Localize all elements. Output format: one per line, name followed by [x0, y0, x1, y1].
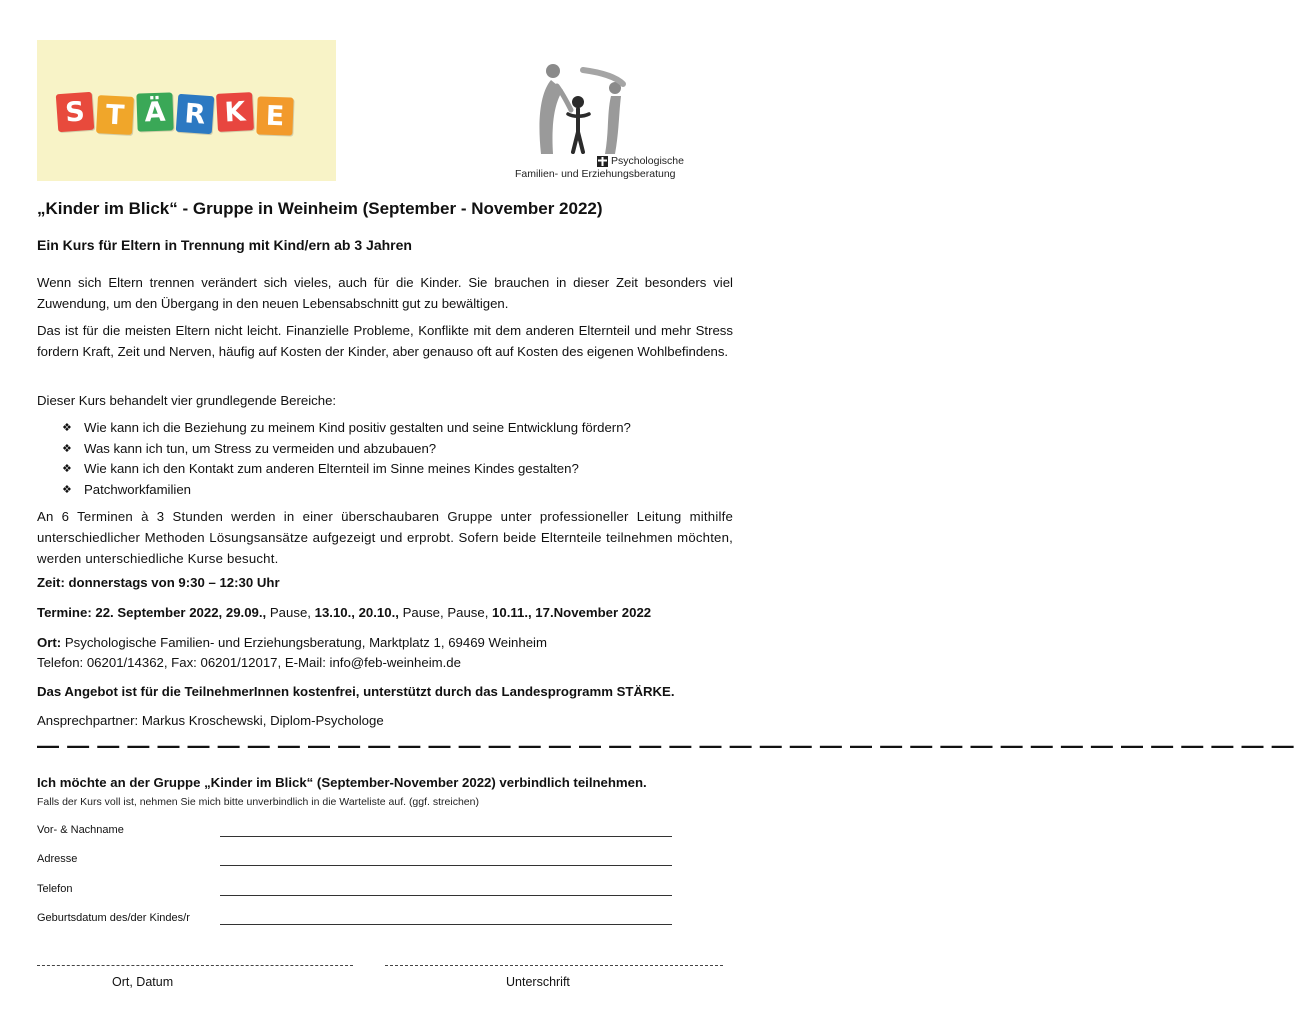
name-field-line[interactable] [220, 836, 672, 837]
location-address: Psychologische Familien- und Erziehungsberatung, Marktplatz 1, 69469 Weinheim [61, 635, 547, 650]
topics-list [62, 418, 631, 500]
intro-paragraph-1: Wenn sich Eltern trennen verändert sich vieles, auch für die Kinder. Sie brauchen in dieser Zeit besonders viel Zuwendung, um den Übergang in den neuen Lebensabschnitt gut zu bewältigen. [37, 275, 733, 311]
location-label: Ort: [37, 635, 62, 650]
feb-logo-line2: Familien- und Erziehungsberatung [515, 168, 676, 180]
diamond-bullet-icon: ❖ [62, 483, 72, 496]
place-date-label: Ort, Datum [112, 975, 174, 989]
registration-title: Ich möchte an der Gruppe „Kinder im Blick“ (September-November 2022) verbindlich teilnehmen. [37, 775, 647, 790]
page-title: „Kinder im Blick“ - Gruppe in Weinheim (September - November 2022) [37, 199, 603, 218]
funding-note: Das Angebot ist für die TeilnehmerInnen kostenfrei, unterstützt durch das Landesprogramm STÄRKE. [37, 684, 675, 699]
list-item [62, 418, 631, 439]
staerke-tile: E [256, 96, 293, 135]
contact-person: Ansprechpartner: Markus Kroschewski, Diplom-Psychologe [37, 713, 384, 728]
registration-note: Falls der Kurs voll ist, nehmen Sie mich bitte unverbindlich in die Warteliste auf. (ggf. streichen) [37, 796, 479, 808]
list-item-text: Wie kann ich den Kontakt zum anderen Elternteil im Sinne meines Kindes gestalten? [84, 461, 579, 476]
field-label: Geburtsdatum des/der Kindes/r [37, 912, 190, 924]
feb-logo-text [505, 155, 705, 181]
form-row-phone [37, 883, 677, 903]
page-subtitle: Ein Kurs für Eltern in Trennung mit Kind/ern ab 3 Jahren [37, 237, 412, 253]
list-item-text: Patchworkfamilien [84, 481, 192, 497]
field-label: Vor- & Nachname [37, 824, 124, 836]
feb-logo-line1: Psychologische [611, 155, 684, 167]
staerke-tile: T [96, 95, 134, 135]
phone-field-line[interactable] [220, 895, 672, 896]
staerke-tile: R [176, 94, 215, 134]
form-row-address [37, 853, 677, 873]
signature-label: Unterschrift [506, 975, 570, 989]
list-item [62, 439, 631, 460]
cross-icon [597, 156, 608, 167]
course-dates [37, 605, 733, 620]
staerke-logo [37, 40, 336, 181]
family-figures-icon [523, 62, 643, 157]
course-time: Zeit: donnerstags von 9:30 – 12:30 Uhr [37, 575, 280, 590]
diamond-bullet-icon: ❖ [62, 422, 72, 434]
address-field-line[interactable] [220, 865, 672, 866]
contact-details: Telefon: 06201/14362, Fax: 06201/12017, E-Mail: info@feb-weinheim.de [37, 655, 461, 670]
staerke-tile: S [56, 92, 95, 132]
staerke-tile: K [216, 92, 254, 132]
topics-intro: Dieser Kurs behandelt vier grundlegende Bereiche: [37, 393, 337, 408]
place-date-line[interactable] [37, 965, 353, 966]
intro-paragraph-2: Das ist für die meisten Eltern nicht leicht. Finanzielle Probleme, Konflikte mit dem anderen Elternteil und mehr Stress fordern Kraft, Zeit und Nerven, häufig auf Kosten der Kinder, aber genauso oft auf Kosten des eigenen Wohlbefindens. [37, 323, 733, 359]
field-label: Adresse [37, 853, 78, 865]
diamond-bullet-icon: ❖ [62, 463, 72, 475]
feb-logo [505, 62, 705, 187]
diamond-bullet-icon: ❖ [62, 442, 72, 455]
signature-line[interactable] [385, 965, 723, 966]
dates-group-2: 13.10., 20.10., [314, 605, 399, 620]
pause-text: Pause, Pause, [398, 605, 493, 620]
staerke-tile: Ä [136, 92, 173, 131]
course-description: An 6 Terminen à 3 Stunden werden in einer überschaubaren Gruppe unter professioneller Leitung mithilfe unterschiedlicher Methoden Lösungsansätze aufgezeigt und erprobt. Sofern beide Elternteile teilnehmen möchten, werden unterschiedliche Kurse besucht. [37, 509, 733, 566]
form-row-birthdate [37, 912, 677, 932]
staerke-letter-tiles [57, 93, 293, 135]
list-item [62, 459, 631, 480]
form-row-name [37, 824, 677, 844]
birthdate-field-line[interactable] [220, 924, 672, 925]
list-item-text: Was kann ich tun, um Stress zu vermeiden und abzubauen? [84, 440, 437, 456]
dates-group-1: 22. September 2022, 29.09., [95, 605, 267, 620]
field-label: Telefon [37, 883, 73, 895]
dates-label: Termine: [37, 605, 92, 620]
cut-line-divider: — — — — — — — — — — — — — — — — — — — — — — — — — — — — — — — — — — — — — — — — — — [37, 733, 1295, 758]
pause-text: Pause, [266, 605, 315, 620]
list-item [62, 480, 631, 501]
course-location [37, 633, 733, 673]
dates-group-3: 10.11., 17.November 2022 [492, 605, 652, 620]
list-item-text: Wie kann ich die Beziehung zu meinem Kind positiv gestalten und seine Entwicklung fördern? [84, 420, 631, 435]
